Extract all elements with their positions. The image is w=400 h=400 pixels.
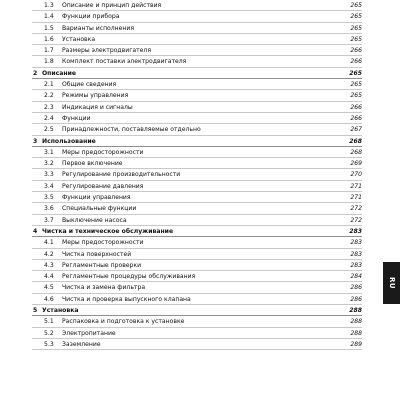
toc-entry-page: 265 (350, 92, 362, 100)
toc-entry-page: 288 (350, 329, 362, 337)
toc-entry-number: 4.4 (44, 273, 54, 281)
toc-entry-page: 267 (350, 126, 362, 134)
toc-section-row[interactable] (32, 339, 362, 350)
toc-entry-title: Режимы управления (62, 92, 129, 100)
toc-entry-number: 3.3 (44, 171, 54, 179)
toc-entry-number: 2 (33, 69, 38, 77)
toc-entry-title: Регламентные процедуры обслуживания (62, 273, 196, 281)
toc-entry-number: 4.1 (44, 239, 54, 247)
toc-chapter-row[interactable] (32, 226, 362, 237)
toc-section-row[interactable] (32, 0, 362, 11)
toc-entry-number: 1.6 (44, 35, 54, 43)
toc-section-row[interactable] (32, 11, 362, 22)
toc-section-row[interactable] (32, 23, 362, 34)
toc-entry-page: 265 (350, 2, 362, 9)
toc-entry-title: Функции прибора (62, 13, 120, 21)
toc-entry-page: 265 (350, 24, 362, 32)
toc-entry-title: Комплект поставки электродвигателя (62, 58, 187, 66)
toc-entry-title: Использование (42, 137, 96, 145)
toc-entry-page: 268 (350, 148, 362, 156)
toc-entry-page: 271 (350, 194, 362, 202)
toc-entry-number: 1.8 (44, 58, 54, 66)
toc-entry-page: 266 (350, 114, 362, 122)
toc-entry-title: Регулирование давления (62, 182, 144, 190)
toc-entry-number: 4 (33, 227, 38, 235)
toc-section-row[interactable] (32, 113, 362, 124)
toc-entry-number: 2.4 (44, 114, 54, 122)
toc-entry-number: 2.5 (44, 126, 54, 134)
toc-entry-title: Чистка и проверка выпускного клапана (62, 295, 191, 303)
toc-entry-number: 3.4 (44, 182, 54, 190)
toc-entry-number: 5.1 (44, 318, 54, 326)
toc-entry-page: 289 (350, 340, 362, 348)
toc-entry-page: 284 (350, 273, 362, 281)
toc-entry-page: 266 (350, 103, 362, 111)
toc-entry-number: 2.1 (44, 81, 54, 89)
toc-entry-page: 266 (350, 47, 362, 55)
toc-entry-page: 268 (349, 137, 362, 145)
toc-entry-page: 288 (350, 318, 362, 326)
toc-section-row[interactable] (32, 90, 362, 101)
toc-section-row[interactable] (32, 282, 362, 293)
toc-entry-number: 3.6 (44, 205, 54, 213)
toc-section-row[interactable] (32, 271, 362, 282)
toc-section-row[interactable] (32, 203, 362, 214)
toc-section-row[interactable] (32, 34, 362, 45)
toc-entry-title: Функции управления (62, 194, 131, 202)
toc-section-row[interactable] (32, 260, 362, 271)
toc-entry-number: 1.4 (44, 13, 54, 21)
toc-chapter-row[interactable] (32, 136, 362, 147)
toc-entry-number: 3.7 (44, 216, 54, 224)
toc-section-row[interactable] (32, 102, 362, 113)
toc-section-row[interactable] (32, 158, 362, 169)
toc-entry-page: 265 (349, 69, 362, 77)
toc-section-row[interactable] (32, 79, 362, 90)
toc-entry-number: 4.3 (44, 261, 54, 269)
toc-entry-title: Меры предосторожности (62, 148, 144, 156)
toc-entry-page: 272 (350, 205, 362, 213)
toc-entry-number: 1.3 (44, 2, 54, 9)
toc-entry-page: 265 (350, 35, 362, 43)
toc-entry-number: 4.2 (44, 250, 54, 258)
toc-entry-page: 265 (350, 13, 362, 21)
toc-section-row[interactable] (32, 147, 362, 158)
toc-entry-page: 283 (350, 239, 362, 247)
toc-entry-number: 3 (33, 137, 38, 145)
toc-section-row[interactable] (32, 328, 362, 339)
toc-entry-title: Установка (42, 307, 79, 315)
toc-entry-title: Принадлежности, поставляемые отдельно (62, 126, 201, 134)
toc-entry-number: 3.1 (44, 148, 54, 156)
toc-entry-title: Описание и принцип действия (62, 2, 162, 9)
toc-entry-number: 5.2 (44, 329, 54, 337)
toc-entry-number: 5.3 (44, 340, 54, 348)
toc-entry-title: Первое включение (62, 160, 123, 168)
table-of-contents (32, 0, 362, 350)
toc-section-row[interactable] (32, 249, 362, 260)
toc-entry-title: Специальные функции (62, 205, 137, 213)
toc-entry-title: Описание (42, 69, 76, 77)
toc-entry-page: 283 (350, 261, 362, 269)
toc-entry-page: 272 (350, 216, 362, 224)
toc-entry-page: 283 (349, 227, 362, 235)
toc-entry-number: 3.2 (44, 160, 54, 168)
toc-entry-title: Чистка и замена фильтра (62, 284, 146, 292)
toc-entry-title: Индикация и сигналы (62, 103, 133, 111)
toc-section-row[interactable] (32, 169, 362, 180)
toc-entry-title: Чистка и техническое обслуживание (42, 227, 174, 235)
toc-section-row[interactable] (32, 237, 362, 248)
toc-entry-number: 1.5 (44, 24, 54, 32)
toc-entry-page: 265 (350, 81, 362, 89)
language-tab-label: RU (387, 276, 396, 290)
toc-chapter-row[interactable] (32, 68, 362, 79)
toc-entry-page: 271 (350, 182, 362, 190)
toc-entry-title: Электропитание (62, 329, 116, 337)
toc-entry-title: Функции (62, 114, 91, 122)
toc-entry-title: Заземление (62, 340, 101, 348)
toc-section-row[interactable] (32, 294, 362, 305)
toc-section-row[interactable] (32, 316, 362, 327)
toc-section-row[interactable] (32, 56, 362, 67)
toc-entry-page: 286 (350, 284, 362, 292)
toc-entry-title: Распаковка и подготовка к установке (62, 318, 185, 326)
toc-entry-page: 269 (350, 160, 362, 168)
toc-entry-number: 2.3 (44, 103, 54, 111)
toc-entry-title: Выключение насоса (62, 216, 127, 224)
toc-entry-page: 266 (350, 58, 362, 66)
toc-entry-number: 5 (33, 307, 38, 315)
toc-entry-title: Размеры электродвигателя (62, 47, 151, 55)
toc-entry-number: 2.2 (44, 92, 54, 100)
toc-entry-title: Регламентные проверки (62, 261, 142, 269)
toc-section-row[interactable] (32, 181, 362, 192)
toc-entry-page: 270 (350, 171, 362, 179)
toc-entry-number: 4.6 (44, 295, 54, 303)
toc-entry-title: Варианты исполнения (62, 24, 135, 32)
toc-entry-title: Регулирование производительности (62, 171, 181, 179)
toc-entry-title: Установка (62, 35, 96, 43)
toc-entry-number: 1.7 (44, 47, 54, 55)
toc-section-row[interactable] (32, 124, 362, 135)
toc-entry-page: 288 (349, 307, 362, 315)
toc-entry-page: 283 (350, 250, 362, 258)
toc-section-row[interactable] (32, 192, 362, 203)
language-tab[interactable] (383, 262, 400, 304)
toc-entry-number: 4.5 (44, 284, 54, 292)
toc-entry-title: Чистка поверхностей (62, 250, 132, 258)
toc-section-row[interactable] (32, 45, 362, 56)
toc-entry-title: Меры предосторожности (62, 239, 144, 247)
toc-entry-number: 3.5 (44, 194, 54, 202)
toc-entry-title: Общие сведения (62, 81, 117, 89)
toc-chapter-row[interactable] (32, 305, 362, 316)
toc-entry-page: 286 (350, 295, 362, 303)
toc-section-row[interactable] (32, 215, 362, 226)
